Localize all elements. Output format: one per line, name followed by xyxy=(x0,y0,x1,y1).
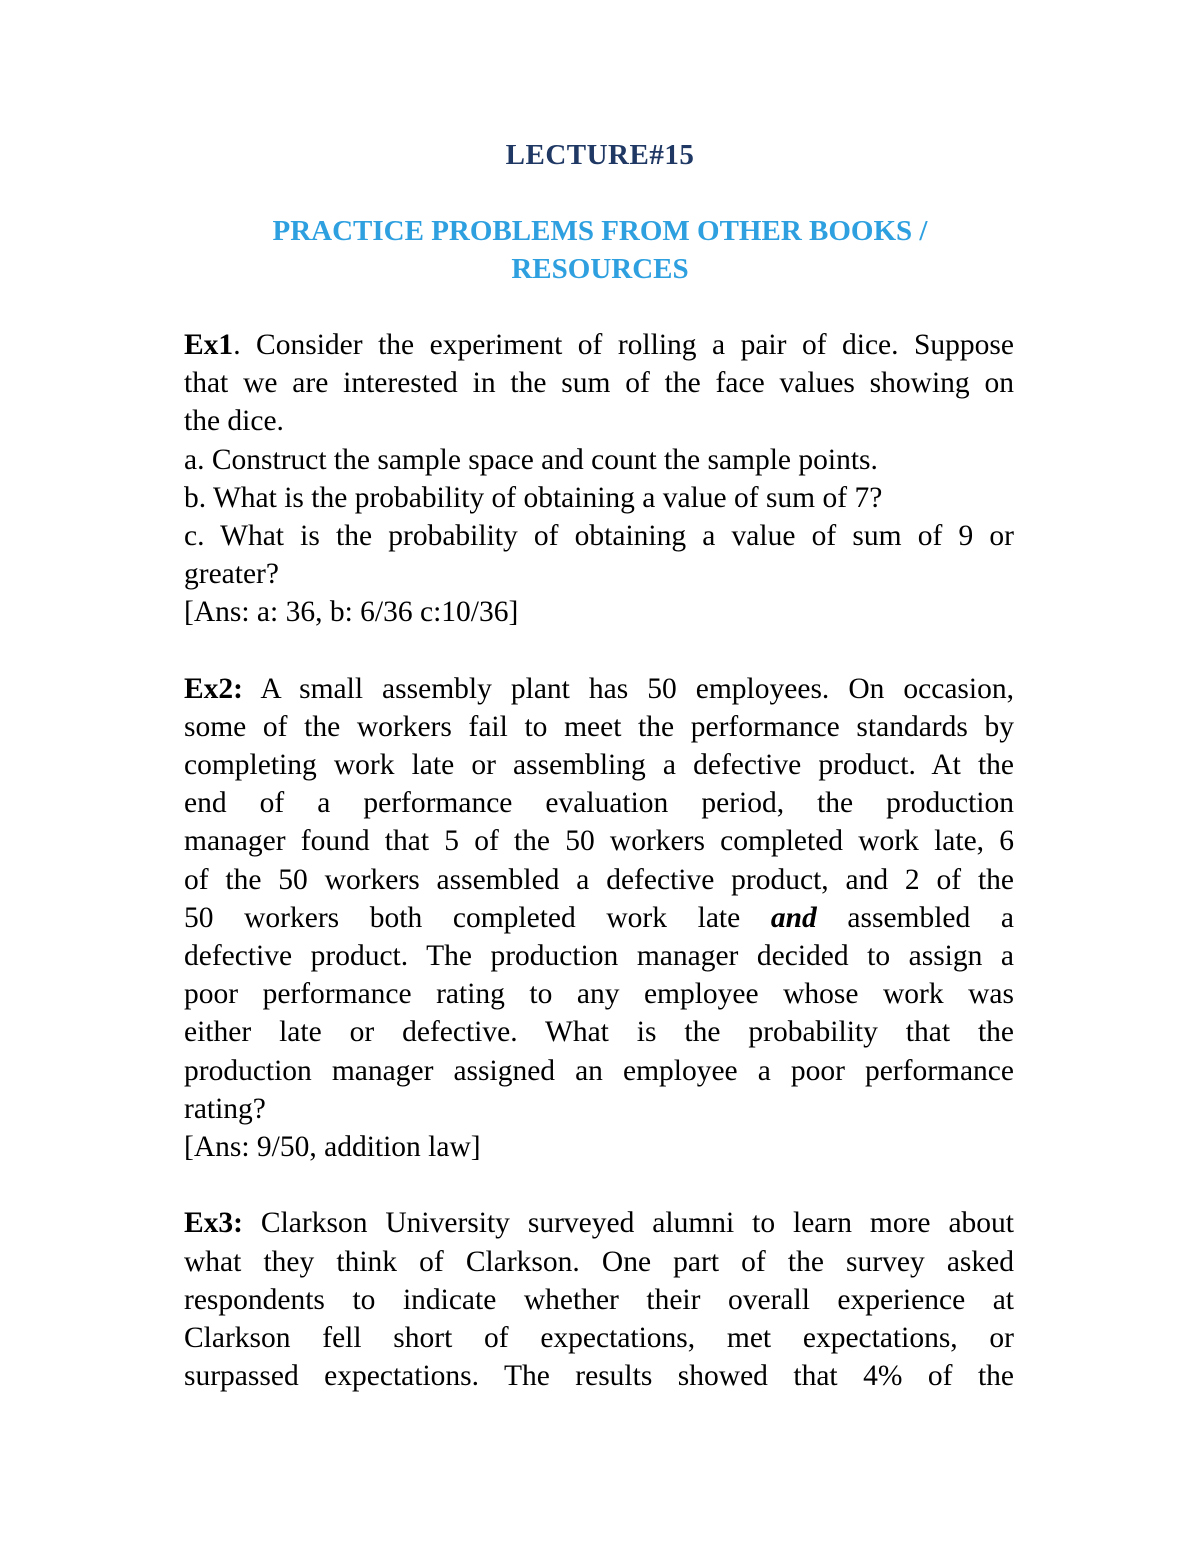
exercise-2-text: 50 workers both completed work late xyxy=(184,901,771,934)
exercise-3 xyxy=(184,1204,1014,1395)
section-title-line-1: PRACTICE PROBLEMS FROM OTHER BOOKS / xyxy=(272,215,928,247)
exercise-1-text: . Consider the experiment of rolling a pair of dice. Suppose xyxy=(233,329,1014,361)
section-title-line-2: RESOURCES xyxy=(511,253,689,285)
exercise-2-text: A small assembly plant has 50 employees. On occasion, xyxy=(243,672,1014,705)
exercise-1-part-c: c. What is the probability of obtaining a value of sum of 9 or xyxy=(184,519,1014,552)
exercise-3-label: Ex3: xyxy=(184,1207,243,1240)
exercise-1-line xyxy=(184,326,1014,364)
paragraph-gap xyxy=(184,632,1014,670)
exercise-3-line: surpassed expectations. The results showed that 4% of the xyxy=(184,1360,1014,1393)
exercise-2-line xyxy=(184,899,1014,937)
exercise-2-answer: [Ans: 9/50, addition law] xyxy=(184,1130,481,1163)
exercise-1-answer: [Ans: a: 36, b: 6/36 c:10/36] xyxy=(184,596,519,629)
exercise-2 xyxy=(184,670,1014,1166)
exercise-2-line: either late or defective. What is the probability that the xyxy=(184,1016,1014,1049)
exercise-2-line: some of the workers fail to meet the performance standards by xyxy=(184,710,1014,743)
exercise-3-line: respondents to indicate whether their overall experience at xyxy=(184,1283,1014,1316)
exercise-1-line: the dice. xyxy=(184,405,284,438)
exercise-2-line: production manager assigned an employee a poor performance xyxy=(184,1054,1014,1087)
exercise-1-part-c-cont: greater? xyxy=(184,558,279,591)
exercise-2-line xyxy=(184,670,1014,708)
exercise-2-line: rating? xyxy=(184,1092,266,1125)
emphasis-and: and xyxy=(770,901,817,934)
exercise-2-line: poor performance rating to any employee whose work was xyxy=(184,978,1014,1011)
exercise-3-line: Clarkson fell short of expectations, met expectations, or xyxy=(184,1321,1014,1354)
exercise-2-line: end of a performance evaluation period, the production xyxy=(184,787,1014,820)
exercise-2-label: Ex2: xyxy=(184,672,243,705)
lecture-title: LECTURE#15 xyxy=(505,139,695,171)
exercise-1-part-a: a. Construct the sample space and count the sample points. xyxy=(184,443,878,476)
exercise-2-line: manager found that 5 of the 50 workers completed work late, 6 xyxy=(184,825,1014,858)
exercise-3-line: what they think of Clarkson. One part of the survey asked xyxy=(184,1245,1014,1278)
paragraph-gap xyxy=(184,1166,1014,1204)
exercise-2-text: assembled a xyxy=(816,901,1014,934)
exercise-3-text: Clarkson University surveyed alumni to learn more about xyxy=(243,1207,1014,1240)
exercise-3-line xyxy=(184,1204,1014,1242)
exercise-1-line: that we are interested in the sum of the face values showing on xyxy=(184,367,1014,400)
exercise-1-part-b: b. What is the probability of obtaining a value of sum of 7? xyxy=(184,481,883,514)
exercise-2-line: defective product. The production manager decided to assign a xyxy=(184,940,1014,972)
section-title xyxy=(200,212,1000,288)
document-body xyxy=(184,326,1014,1395)
exercise-1-label: Ex1 xyxy=(184,329,234,361)
exercise-1 xyxy=(184,326,1014,632)
exercise-2-line: of the 50 workers assembled a defective product, and 2 of the xyxy=(184,863,1014,896)
exercise-2-line: completing work late or assembling a defective product. At the xyxy=(184,749,1014,782)
